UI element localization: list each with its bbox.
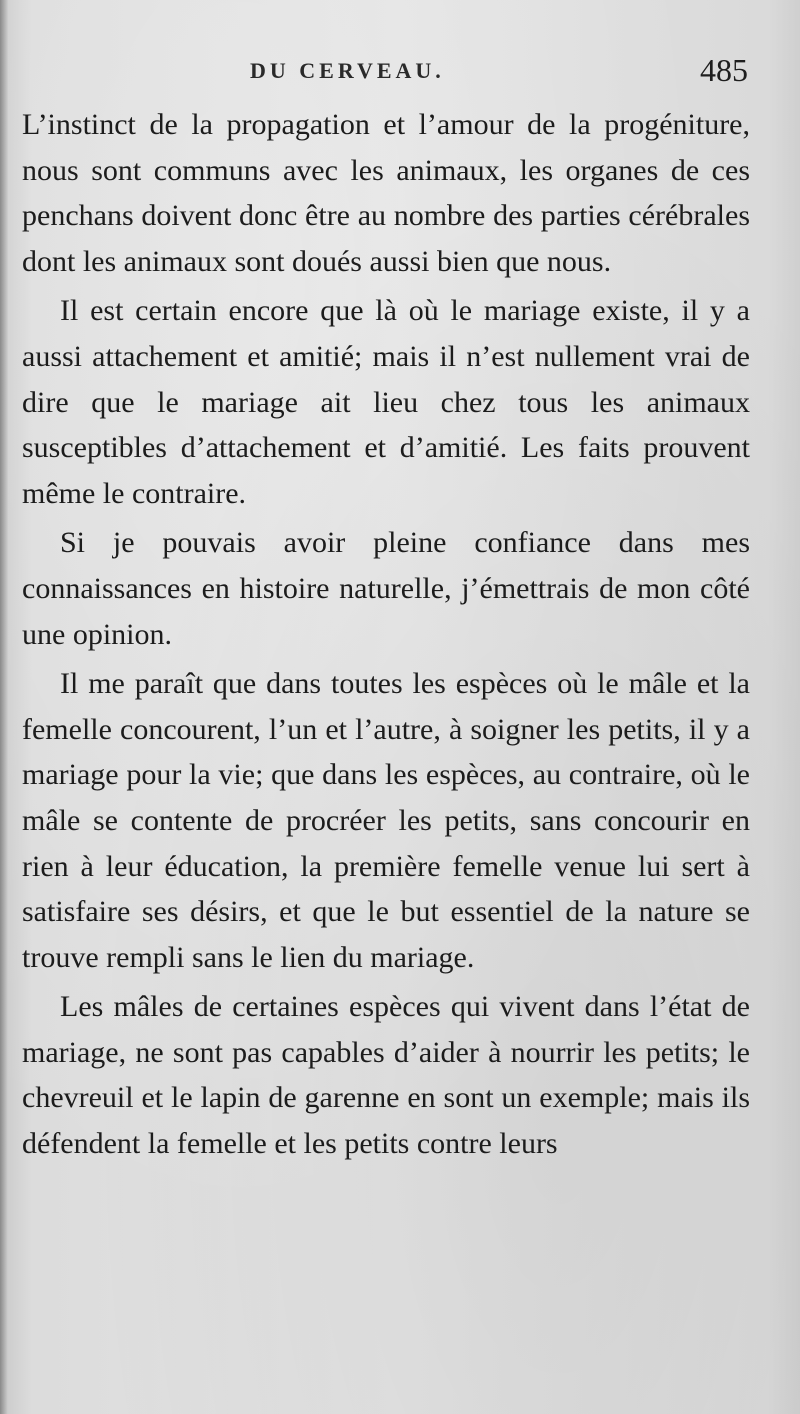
page-number: 485 (700, 52, 748, 88)
paragraph-5: Les mâles de certaines espèces qui vivent dans l’état de mariage, ne sont pas capables d’aider à nourrir les petits; le chevreuil et le lapin de garenne en sont un exemple; mais ils défendent la femelle et les petits contre leurs (22, 990, 750, 1161)
paragraph-2: Il est certain encore que là où le mariage existe, il y a aussi attachement et amitié; mais il n’est nullement vrai de dire que le mariage ait lieu chez tous les animaux susceptibles d’attachement et d’amitié. Les faits prouvent même le contraire. (22, 294, 750, 510)
paragraph-1: L’instinct de la propagation et l’amour de la progéniture, nous sont communs avec les animaux, les organes de ces penchans doivent donc être au nombre des parties cérébrales dont les animaux sont doués aussi bien que nous. (22, 108, 750, 278)
page-header (0, 52, 800, 96)
running-head: DU CERVEAU. (250, 58, 445, 83)
body-text (22, 102, 750, 1167)
page-binding-edge (0, 0, 8, 1414)
paragraph-4: Il me paraît que dans toutes les espèces où le mâle et la femelle concourent, l’un et l’autre, à soigner les petits, il y a mariage pour la vie; que dans les espèces, au contraire, où le mâle se contente de procréer les petits, sans concourir en rien à leur éducation, la première femelle venue lui sert à satisfaire ses désirs, et que le but essentiel de la nature se trouve rempli sans le lien du mariage. (22, 667, 750, 974)
paragraph-3: Si je pouvais avoir pleine confiance dans mes connaissances en histoire naturelle, j’émettrais de mon côté une opinion. (22, 526, 750, 651)
